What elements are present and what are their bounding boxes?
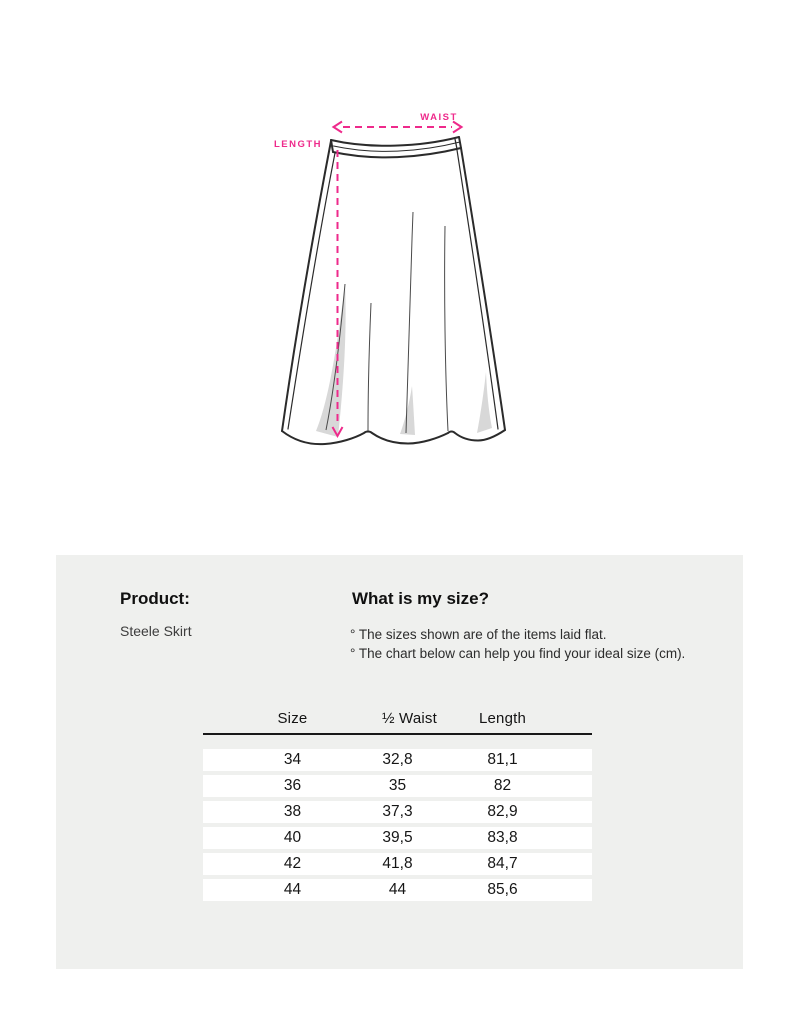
cell-size: 42	[283, 855, 302, 872]
size-table-body	[203, 749, 592, 901]
header-rule	[203, 733, 592, 735]
cell-half-waist: 35	[388, 777, 407, 794]
cell-size: 34	[283, 751, 302, 768]
column-header-length: Length	[478, 709, 527, 727]
cell-size: 38	[283, 803, 302, 820]
table-row	[203, 775, 592, 797]
product-name: Steele Skirt	[120, 623, 192, 639]
column-header-half-waist: ½ Waist	[381, 709, 437, 727]
cell-half-waist: 32,8	[382, 751, 413, 768]
cell-half-waist: 41,8	[382, 855, 413, 872]
cell-length: 82	[493, 777, 512, 794]
table-row	[203, 853, 592, 875]
cell-size: 44	[283, 881, 302, 898]
size-table	[203, 703, 592, 901]
cell-length: 81,1	[487, 751, 518, 768]
cell-length: 82,9	[487, 803, 518, 820]
table-row	[203, 801, 592, 823]
cell-length: 85,6	[487, 881, 518, 898]
cell-half-waist: 44	[388, 881, 407, 898]
cell-half-waist: 37,3	[382, 803, 413, 820]
product-heading: Product:	[120, 589, 190, 608]
skirt-outline	[282, 137, 505, 444]
cell-length: 84,7	[487, 855, 518, 872]
size-heading: What is my size?	[352, 589, 489, 608]
table-row	[203, 827, 592, 849]
table-row	[203, 749, 592, 771]
size-notes	[350, 625, 685, 663]
info-panel	[56, 555, 743, 969]
waist-measure-arrow	[334, 122, 462, 133]
note-line: ° The sizes shown are of the items laid flat.	[350, 627, 607, 642]
size-table-header	[203, 703, 592, 733]
waist-label: WAIST	[420, 112, 458, 123]
column-header-size: Size	[277, 709, 308, 727]
note-line: ° The chart below can help you find your ideal size (cm).	[350, 646, 686, 661]
length-label: LENGTH	[273, 139, 322, 150]
skirt-illustration	[258, 93, 532, 459]
cell-size: 40	[283, 829, 302, 846]
cell-length: 83,8	[487, 829, 518, 846]
cell-size: 36	[283, 777, 302, 794]
cell-half-waist: 39,5	[382, 829, 413, 846]
table-row	[203, 879, 592, 901]
